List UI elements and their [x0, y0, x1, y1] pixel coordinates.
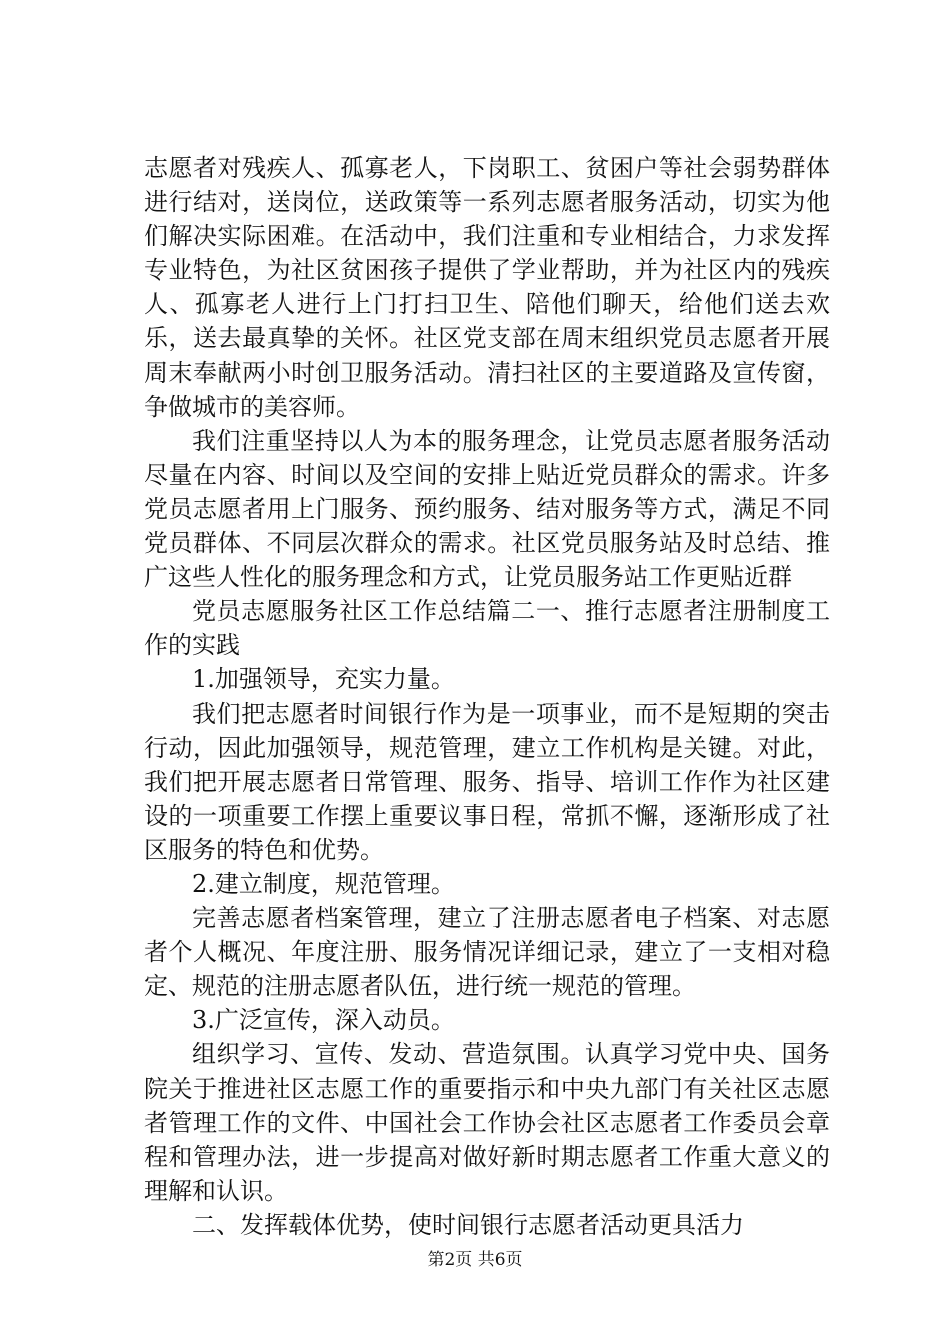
paragraph-2: 我们注重坚持以人为本的服务理念，让党员志愿者服务活动尽量在内容、时间以及空间的安排上贴近党员群众的需求。许多党员志愿者用上门服务、预约服务、结对服务等方式，满足不同党员群体、不同层次群众的需求。社区党员服务站及时总结、推广这些人性化的服务理念和方式，让党员服务站工作更贴近群 — [144, 426, 830, 592]
section-heading-3: 二、发挥载体优势，使时间银行志愿者活动更具活力 — [192, 1210, 744, 1239]
paragraph-3: 我们把志愿者时间银行作为是一项事业，而不是短期的突击行动，因此加强领导，规范管理，建立工作机构是关键。对此，我们把开展志愿者日常管理、服务、指导、培训工作作为社区建设的一项重要工作摆上重要议事日程，常抓不懈，逐渐形成了社区服务的特色和优势。 — [144, 699, 830, 864]
paragraph-4: 完善志愿者档案管理，建立了注册志愿者电子档案、对志愿者个人概况、年度注册、服务情况详细记录，建立了一支相对稳定、规范的注册志愿者队伍，进行统一规范的管理。 — [144, 904, 830, 1001]
subheading-1: 1.加强领导，充实力量。 — [192, 665, 455, 694]
section-heading-2: 党员志愿服务社区工作总结篇二一、推行志愿者注册制度工作的实践 — [144, 597, 830, 660]
page-number-footer: 第2页 共6页 — [427, 1250, 523, 1270]
paragraph-5: 组织学习、宣传、发动、营造氛围。认真学习党中央、国务院关于推进社区志愿工作的重要指示和中央九部门有关社区志愿者管理工作的文件、中国社会工作协会社区志愿者工作委员会章程和管理办法，进一步提高对做好新时期志愿者工作重大意义的理解和认识。 — [144, 1040, 830, 1205]
subheading-2: 2.建立制度，规范管理。 — [192, 869, 455, 898]
paragraph-1: 志愿者对残疾人、孤寡老人，下岗职工、贫困户等社会弱势群体进行结对，送岗位，送政策等一系列志愿者服务活动，切实为他们解决实际困难。在活动中，我们注重和专业相结合，力求发挥专业特色，为社区贫困孩子提供了学业帮助，并为社区内的残疾人、孤寡老人进行上门打扫卫生、陪他们聊天，给他们送去欢乐，送去最真挚的关怀。社区党支部在周末组织党员志愿者开展周末奉献两小时创卫服务活动。清扫社区的主要道路及宣传窗，争做城市的美容师。 — [144, 154, 830, 421]
subheading-3: 3.广泛宣传，深入动员。 — [192, 1006, 455, 1035]
body-text — [144, 151, 830, 1242]
